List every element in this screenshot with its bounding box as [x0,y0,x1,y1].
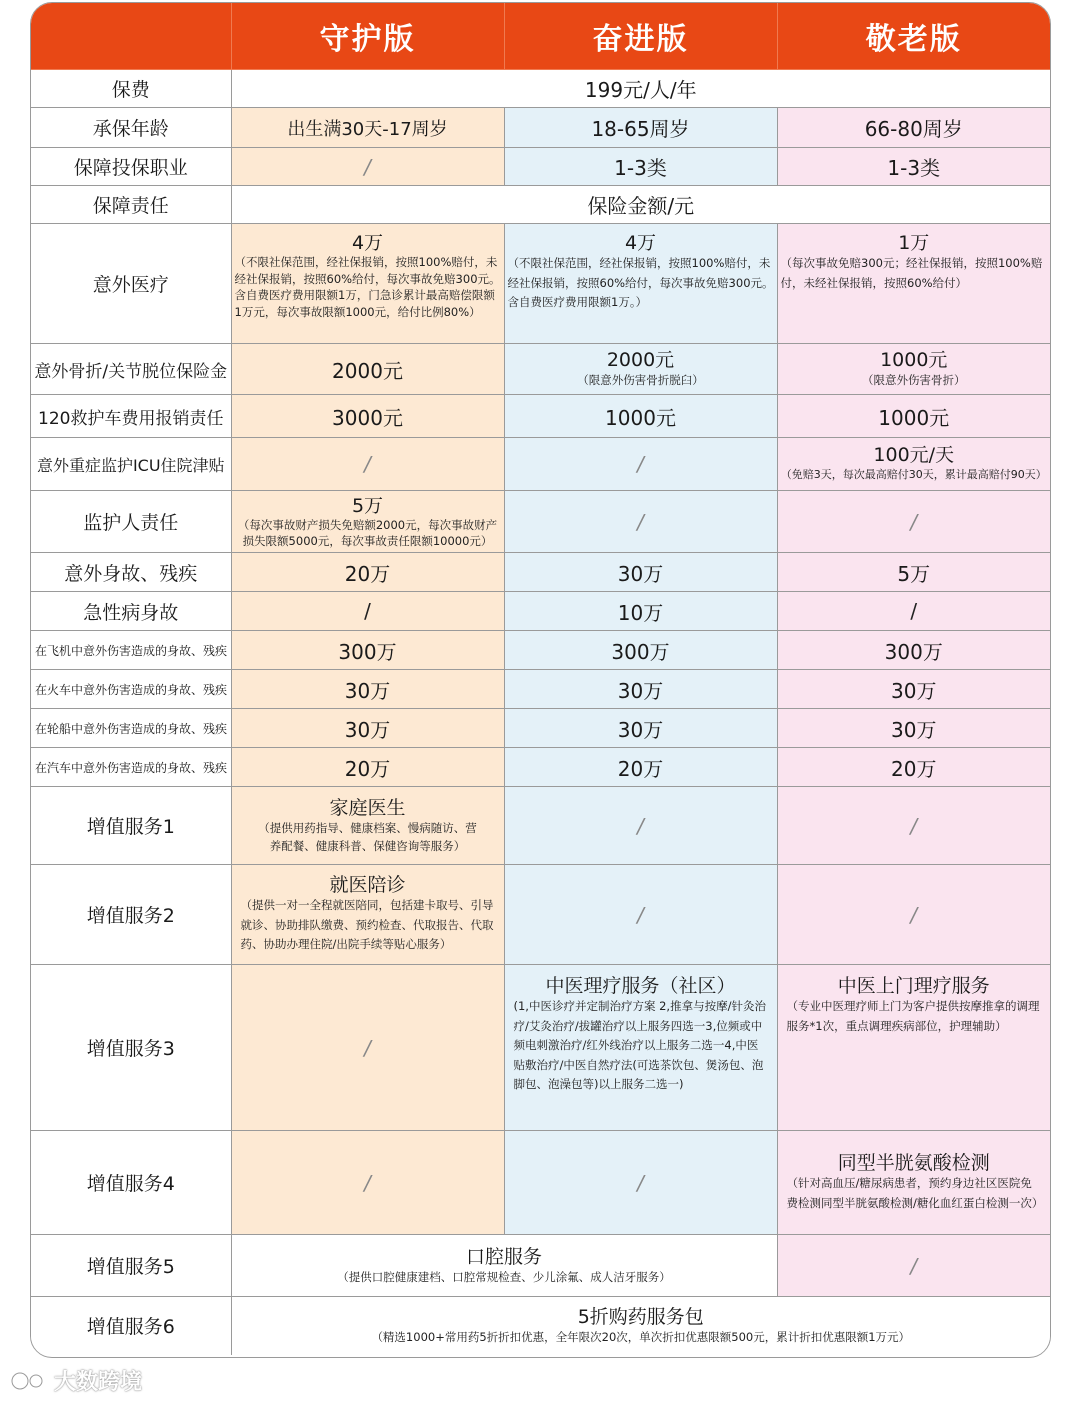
occupation-plan3: 1-3类 [777,148,1050,186]
row-label: 在汽车中意外伤害造成的身故、残疾 [31,748,231,787]
occupation-plan1: / [231,148,504,186]
row-service5 [31,1235,1050,1297]
row-guardian [31,491,1050,553]
row-liability [31,186,1050,224]
service6-title: 5折购药服务包 [577,1305,704,1328]
row-car [31,748,1050,787]
death-plan1: 20万 [231,553,504,592]
ship-plan3: 30万 [777,709,1050,748]
service3-plan3-note: （专业中医理疗师上门为客户提供按摩推拿的调理服务*1次，重点调理疾病部位，护理辅助） [786,999,1040,1033]
row-label: 意外身故、残疾 [31,553,231,592]
fracture-plan3 [777,344,1050,395]
service5-plan1-2 [231,1235,777,1297]
service3-plan2-note: (1,中医诊疗并定制治疗方案 2,推拿与按摩/针灸治疗/艾灸治疗/拔罐治疗以上服务四选一3,位频或中频电刺激治疗/红外线治疗以上服务二选一4,中医贴敷治疗/中医自然疗法(可选茶饮包、煲汤包、泡脚包、泡澡包等)以上服务二选一) [513,999,766,1091]
medical-plan3-amount: 1万 [898,232,930,254]
acute-plan1: / [231,592,504,631]
medical-plan2 [504,224,777,344]
medical-plan1-amount: 4万 [351,232,384,254]
fracture-plan3-amount: 1000元 [880,349,948,371]
row-label: 承保年龄 [31,108,231,148]
service4-plan1: / [231,1131,504,1235]
plane-plan2: 300万 [504,631,777,670]
service1-plan3: / [777,787,1050,865]
row-label: 120救护车费用报销责任 [31,395,231,438]
row-label: 监护人责任 [31,491,231,553]
age-plan1: 出生满30天-17周岁 [231,108,504,148]
plan-comparison-table [31,3,1050,1355]
medical-plan1-note: （不限社保范围，经社保报销，按照100%赔付，未经社保报销，按照60%给付，每次事故免赔300元。含自费医疗费用限额1万，门急诊累计最高赔偿限额1万元，每次事故限额1000元，给付比例80%） [234,255,501,319]
death-plan2: 30万 [504,553,777,592]
premium-value: 199元/人/年 [231,70,1050,108]
row-label: 意外医疗 [31,224,231,344]
row-ambulance [31,395,1050,438]
ship-plan1: 30万 [231,709,504,748]
fracture-plan2-note: （限意外伤害骨折脱臼） [577,373,704,387]
row-label: 保费 [31,70,231,108]
icu-plan2: / [504,438,777,491]
ship-plan2: 30万 [504,709,777,748]
train-plan1: 30万 [231,670,504,709]
icu-plan1: / [231,438,504,491]
plan-comparison-card [30,2,1051,1358]
service4-plan3 [777,1131,1050,1235]
car-plan3: 20万 [777,748,1050,787]
guardian-plan1-note: （每次事故财产损失免赔额2000元，每次事故财产损失限额5000元，每次事故责任限额10000元） [237,517,498,548]
row-service4 [31,1131,1050,1235]
row-acute [31,592,1050,631]
service1-plan2: / [504,787,777,865]
service3-plan3-title: 中医上门理疗服务 [837,975,990,997]
service2-plan3: / [777,865,1050,965]
icu-plan3 [777,438,1050,491]
row-label: 在飞机中意外伤害造成的身故、残疾 [31,631,231,670]
row-label: 在火车中意外伤害造成的身故、残疾 [31,670,231,709]
service2-note: （提供一对一全程就医陪同，包括建卡取号、引导就诊、协助排队缴费、预约检查、代取报告、代取药、协助办理住院/出院手续等贴心服务） [240,898,494,952]
row-label: 保障投保职业 [31,148,231,186]
row-ship [31,709,1050,748]
guardian-plan2: / [504,491,777,553]
row-label: 意外重症监护ICU住院津贴 [31,438,231,491]
medical-plan3 [777,224,1050,344]
row-label: 增值服务5 [31,1235,231,1297]
service1-title: 家庭医生 [329,796,406,819]
row-icu [31,438,1050,491]
row-label: 保障责任 [31,186,231,224]
occupation-plan2: 1-3类 [504,148,777,186]
row-label: 在轮船中意外伤害造成的身故、残疾 [31,709,231,748]
medical-plan2-amount: 4万 [624,232,657,254]
row-label: 增值服务2 [31,865,231,965]
watermark [10,1365,142,1396]
row-service6 [31,1297,1050,1355]
row-label: 意外骨折/关节脱位保险金 [31,344,231,395]
service3-plan2 [504,965,777,1131]
fracture-plan1: 2000元 [231,344,504,395]
car-plan2: 20万 [504,748,777,787]
row-label: 增值服务6 [31,1297,231,1355]
plan-senior-header: 敬老版 [777,3,1050,70]
fracture-plan3-note: （限意外伤害骨折） [862,373,966,387]
car-plan1: 20万 [231,748,504,787]
medical-plan1 [231,224,504,344]
row-service1 [31,787,1050,865]
service2-plan2: / [504,865,777,965]
service3-plan2-title: 中医理疗服务（社区） [545,975,736,997]
row-medical [31,224,1050,344]
row-label: 急性病身故 [31,592,231,631]
medical-plan2-note: （不限社保范围，经社保报销，按照100%赔付，未经社保报销，按照60%给付，每次事故免赔300元。含自费医疗费用限额1万。） [507,256,774,309]
service3-plan3 [777,965,1050,1131]
row-fracture [31,344,1050,395]
row-occupation [31,148,1050,186]
age-plan2: 18-65周岁 [504,108,777,148]
row-service2 [31,865,1050,965]
ambulance-plan1: 3000元 [231,395,504,438]
icu-plan3-amount: 100元/天 [873,444,955,466]
service1-plan1 [231,787,504,865]
acute-plan3: / [777,592,1050,631]
acute-plan2: 10万 [504,592,777,631]
fracture-plan2 [504,344,777,395]
row-label: 增值服务3 [31,965,231,1131]
service2-plan1 [231,865,504,965]
service4-plan2: / [504,1131,777,1235]
guardian-plan3: / [777,491,1050,553]
icu-plan3-note: （免赔3天，每次最高赔付30天，累计最高赔付90天） [780,468,1047,481]
fracture-plan2-amount: 2000元 [606,349,675,371]
service5-title: 口腔服务 [465,1245,542,1268]
row-label: 增值服务4 [31,1131,231,1235]
row-train [31,670,1050,709]
plane-plan1: 300万 [231,631,504,670]
medical-plan3-note: （每次事故免赔300元；经社保报销，按照100%赔付，未经社保报销，按照60%给付） [780,256,1043,290]
train-plan3: 30万 [777,670,1050,709]
plane-plan3: 300万 [777,631,1050,670]
row-service3 [31,965,1050,1131]
watermark-logo-icon [10,1369,50,1393]
guardian-plan1-amount: 5万 [351,494,384,517]
watermark-text: 大数跨境 [54,1370,143,1395]
plan-guardian-header: 守护版 [231,3,504,70]
service1-note: （提供用药指导、健康档案、慢病随访、营养配餐、健康科普、保健咨询等服务） [258,820,477,853]
ambulance-plan3: 1000元 [777,395,1050,438]
service6-all-plans [231,1297,1050,1355]
plan-striver-header: 奋进版 [504,3,777,70]
row-premium [31,70,1050,108]
service4-plan3-note: （针对高血压/糖尿病患者，预约身边社区医院免费检测同型半胱氨酸检测/糖化血红蛋白检测一次） [786,1176,1044,1210]
header-row [31,3,1050,70]
service5-plan3: / [777,1235,1050,1297]
death-plan3: 5万 [777,553,1050,592]
train-plan2: 30万 [504,670,777,709]
header-blank [31,3,231,70]
ambulance-plan2: 1000元 [504,395,777,438]
service3-plan1: / [231,965,504,1131]
guardian-plan1 [231,491,504,553]
row-label: 增值服务1 [31,787,231,865]
service5-note: （提供口腔健康建档、口腔常规检查、少儿涂氟、成人洁牙服务） [337,1269,671,1284]
service2-title: 就医陪诊 [329,874,406,897]
service4-plan3-title: 同型半胱氨酸检测 [837,1152,990,1174]
liability-value: 保险金额/元 [231,186,1050,224]
age-plan3: 66-80周岁 [777,108,1050,148]
row-death [31,553,1050,592]
row-plane [31,631,1050,670]
service6-note: （精选1000+常用药5折折扣优惠，全年限次20次，单次折扣优惠限额500元，累计折扣优惠限额1万元） [371,1329,911,1344]
row-age [31,108,1050,148]
